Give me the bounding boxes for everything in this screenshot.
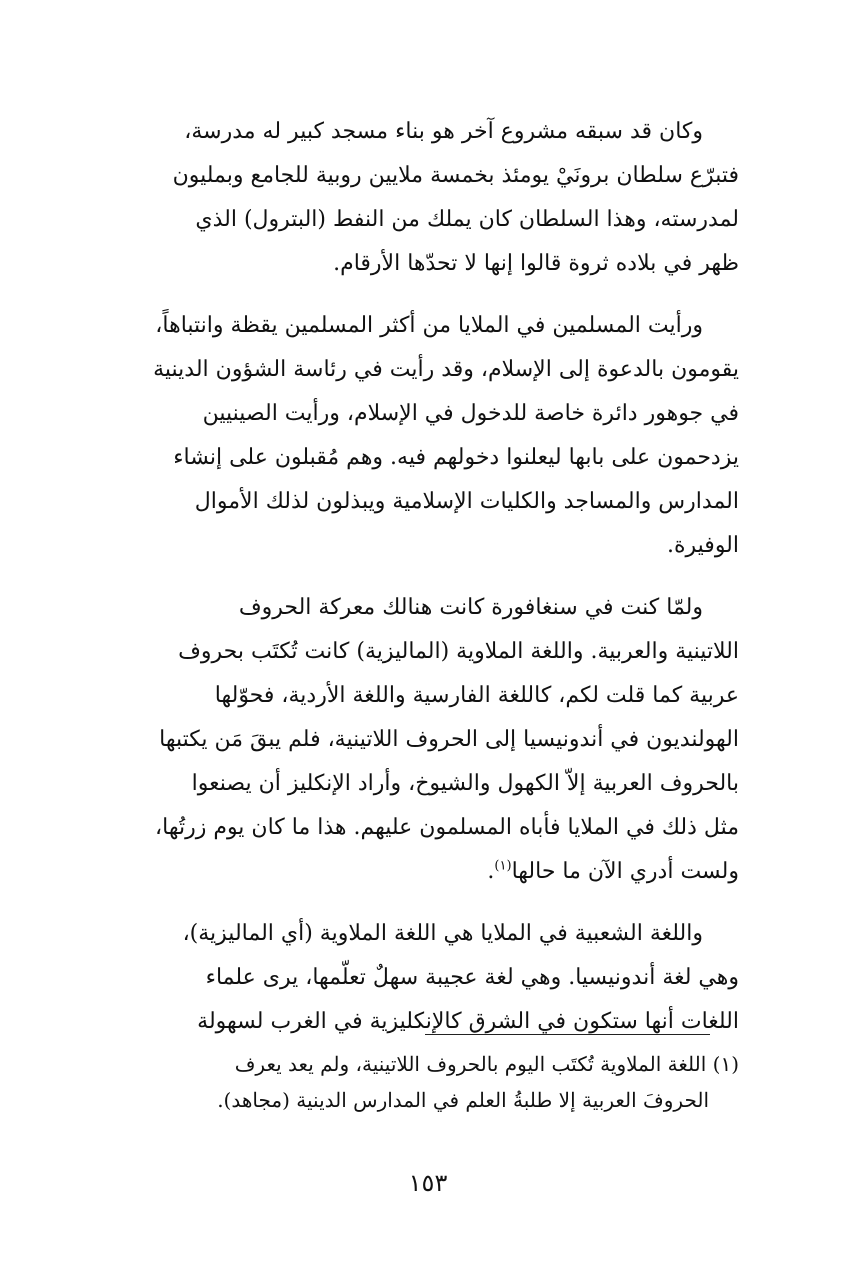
page-number: ١٥٣ <box>408 1169 448 1197</box>
text-line: بالحروف العربية إلاّ الكهول والشيوخ، وأراد الإنكليز أن يصنعوا <box>191 771 739 796</box>
footnote-line: الحروفَ العربية إلا طلبةُ العلم في المدارس الدينية (مجاهد). <box>217 1088 709 1112</box>
text-line: اللغات أنها ستكون في الشرق كالإنكليزية في الغرب لسهولة <box>197 1009 739 1034</box>
footnote-separator <box>425 1034 710 1035</box>
text-line: لمدرسته، وهذا السلطان كان يملك من النفط (البترول) الذي <box>195 207 739 232</box>
text-line: مثل ذلك في الملايا فأباه المسلمون عليهم. هذا ما كان يوم زرتُها، <box>155 815 739 840</box>
text-line: فتبرّع سلطان برونَيْ يومئذ بخمسة ملايين روبية للجامع وبمليون <box>172 163 739 188</box>
footnote <box>107 1046 739 1118</box>
text-line: في جوهور دائرة خاصة للدخول في الإسلام، ورأيت الصينيين <box>202 401 739 426</box>
text-line: ظهر في بلاده ثروة قالوا إنها لا تحدّها الأرقام. <box>333 251 739 276</box>
line-tail: . <box>487 859 495 884</box>
text-line: عربية كما قلت لكم، كاللغة الفارسية واللغة الأردية، فحوّلها <box>214 683 739 708</box>
text-line: يقومون بالدعوة إلى الإسلام، وقد رأيت في رئاسة الشؤون الدينية <box>153 357 739 382</box>
footnote-reference[interactable]: (١) <box>494 858 512 874</box>
paragraph-1 <box>107 110 739 286</box>
text-line: وهي لغة أندونيسيا. وهي لغة عجيبة سهلٌ تعلّمها، يرى علماء <box>205 965 739 990</box>
body-text <box>107 110 739 1062</box>
text-line: الهولنديون في أندونيسيا إلى الحروف اللاتينية، فلم يبقَ مَن يكتبها <box>159 727 739 752</box>
text-line: ورأيت المسلمين في الملايا من أكثر المسلمين يقظة وانتباهاً، <box>155 313 703 338</box>
text-line-with-footnote <box>107 850 739 894</box>
text-line: المدارس والمساجد والكليات الإسلامية ويبذلون لذلك الأموال <box>194 489 739 514</box>
paragraph-2 <box>107 304 739 568</box>
text-line: ولمّا كنت في سنغافورة كانت هنالك معركة الحروف <box>238 595 703 620</box>
text-line: يزدحمون على بابها ليعلنوا دخولهم فيه. وهم مُقبلون على إنشاء <box>173 445 739 470</box>
paragraph-3 <box>107 586 739 894</box>
text-line: وكان قد سبقه مشروع آخر هو بناء مسجد كبير له مدرسة، <box>184 119 703 144</box>
paragraph-4 <box>107 912 739 1044</box>
footnote-line: (١) اللغة الملاوية تُكتَب اليوم بالحروف اللاتينية، ولم يعد يعرف <box>234 1052 739 1076</box>
text-line: الوفيرة. <box>667 533 739 558</box>
text-line: واللغة الشعبية في الملايا هي اللغة الملاوية (أي الماليزية)، <box>182 921 703 946</box>
text-line: اللاتينية والعربية. واللغة الملاوية (الماليزية) كانت تُكتَب بحروف <box>178 639 739 664</box>
text-line: ولست أدري الآن ما حالها <box>511 859 739 884</box>
